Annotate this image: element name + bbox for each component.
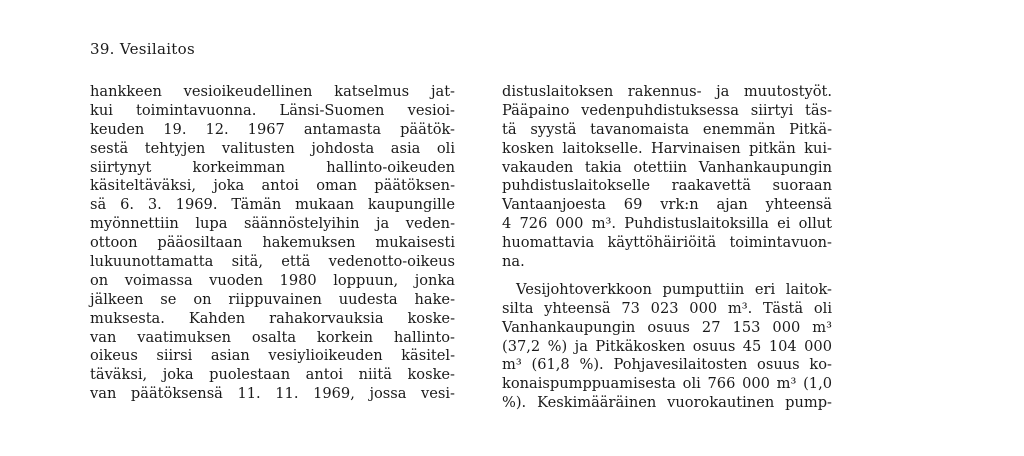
text-line: Vesijohtoverkkoon pumputtiin eri laitok- [516,280,832,298]
text-line: ottoon pääosiltaan hakemuksen mukaisesti [90,234,455,252]
text-line: %). Keskimääräinen vuorokautinen pump- [502,394,832,412]
text-line: na. [502,253,525,271]
text-line: siirtynyt korkeimman hallinto-oikeuden [90,158,455,176]
text-line: kosken laitokselle. Harvinaisen pitkän kui- [502,139,832,157]
text-line: Vantaanjoesta 69 vrk:n ajan yhteensä [502,196,832,214]
text-line: tä syystä tavanomaista enemmän Pitkä- [502,120,832,138]
paragraph [502,83,832,272]
text-line: kui toimintavuonna. Länsi-Suomen vesioi- [90,101,455,119]
text-line: van päätöksensä 11. 11. 1969, jossa vesi- [90,385,455,403]
text-line: m³ (61,8 %). Pohjavesilaitosten osuus ko- [502,356,832,374]
text-line: puhdistuslaitokselle raakavettä suoraan [502,177,832,195]
text-line: van vaatimuksen osalta korkein hallinto- [90,328,455,346]
left-column [90,83,455,404]
text-line: oikeus siirsi asian vesiylioikeuden käsitel- [90,347,455,365]
text-line: distuslaitoksen rakennus- ja muutostyöt. [502,83,832,100]
text-line: jälkeen se on riippuvainen uudesta hake- [90,290,455,308]
text-line: Pääpaino vedenpuhdistuksessa siirtyi täs- [502,101,832,119]
text-line: sä 6. 3. 1969. Tämän mukaan kaupungille [90,196,455,214]
text-line: muksesta. Kahden rahakorvauksia koske- [90,309,455,327]
text-line: täväksi, joka puolestaan antoi niitä koske- [90,366,455,384]
text-line: huomattavia käyttöhäiriöitä toimintavuon- [502,234,832,252]
text-line: lukuunottamatta sitä, että vedenotto-oikeus [90,253,455,271]
text-line: (37,2 %) ja Pitkäkosken osuus 45 104 000 [502,337,832,355]
text-line: keuden 19. 12. 1967 antamasta päätök- [90,120,455,138]
text-line: silta yhteensä 73 023 000 m³. Tästä oli [502,299,832,317]
text-line: on voimassa vuoden 1980 loppuun, jonka [90,271,455,289]
page-header: 39. Vesilaitos [90,40,195,58]
text-line: käsiteltäväksi, joka antoi oman päätöksen- [90,177,455,195]
text-line: Vanhankaupungin osuus 27 153 000 m³ [502,318,832,336]
text-line: hankkeen vesioikeudellinen katselmus jat- [90,83,455,100]
text-line: sestä tehtyjen valitusten johdosta asia oli [90,139,455,157]
text-line: vakauden takia otettiin Vanhankaupungin [502,158,832,176]
text-line: konaispumppuamisesta oli 766 000 m³ (1,0 [502,375,832,393]
text-line: myönnettiin lupa säännöstelyihin ja veden- [90,215,455,233]
paragraph [502,281,832,413]
text-line: 4 726 000 m³. Puhdistuslaitoksilla ei ollut [502,215,832,233]
right-column [502,83,832,413]
paragraph-gap [502,272,832,281]
